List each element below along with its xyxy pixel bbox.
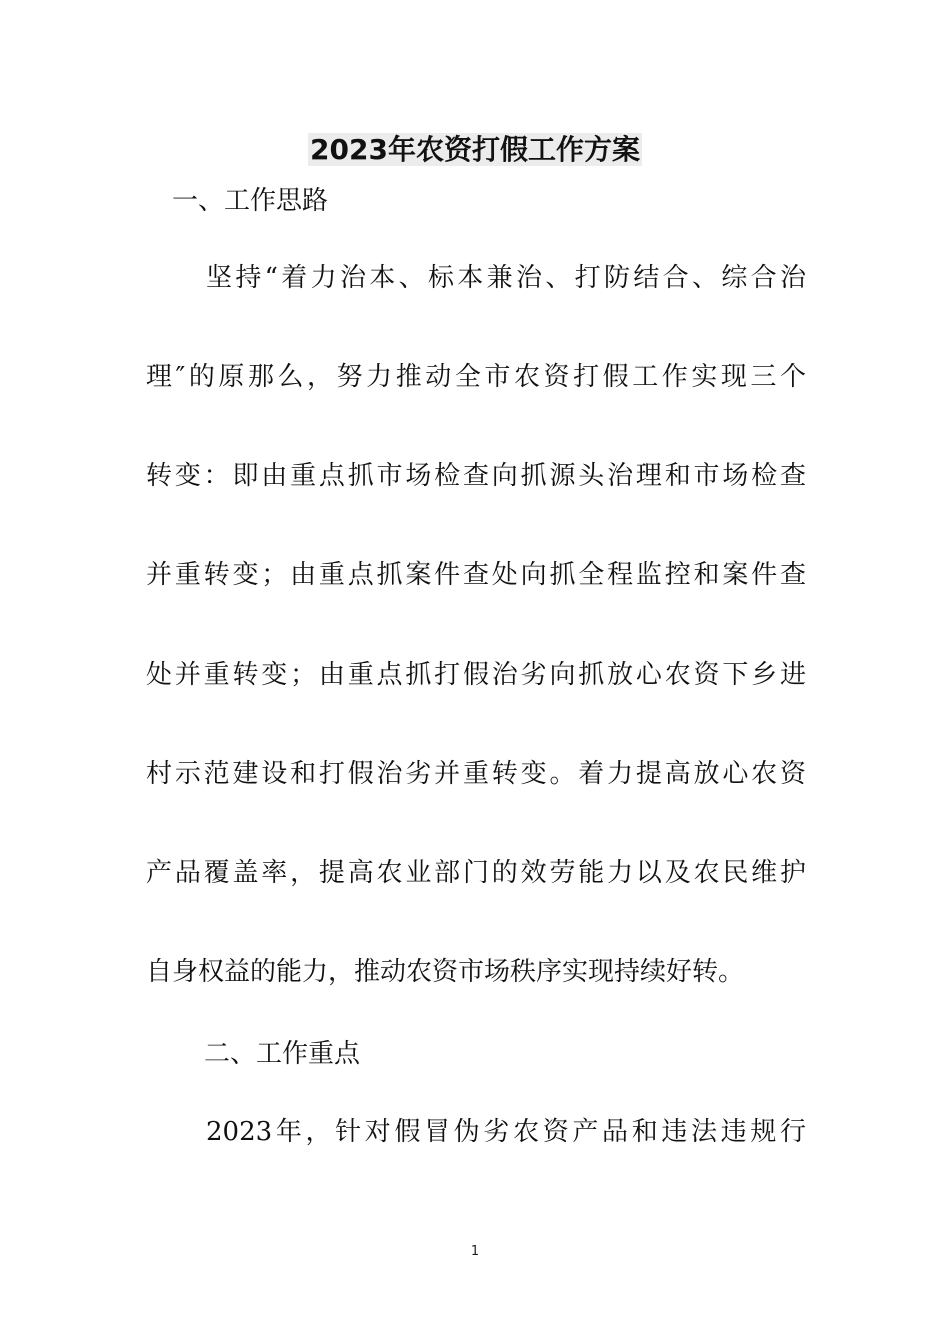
paragraph-line: 并重转变；由重点抓案件查处向抓全程监控和案件查 bbox=[146, 560, 806, 590]
paragraph-line: 自身权益的能力，推动农资市场秩序实现持续好转。 bbox=[146, 957, 745, 987]
document-title bbox=[0, 130, 950, 170]
page-number: 1 bbox=[470, 1244, 480, 1259]
paragraph-line: 转变：即由重点抓市场检查向抓源头治理和市场检查 bbox=[146, 461, 806, 491]
paragraph-line: 产品覆盖率，提高农业部门的效劳能力以及农民维护 bbox=[146, 858, 806, 888]
paragraph-line: 坚持“着力治本、标本兼治、打防结合、综合治 bbox=[206, 263, 806, 293]
document-title-text: 2023年农资打假工作方案 bbox=[310, 133, 640, 166]
paragraph-line: 2023年，针对假冒伪劣农资产品和违法违规行 bbox=[206, 1117, 806, 1147]
paragraph-line: 村示范建设和打假治劣并重转变。着力提高放心农资 bbox=[146, 759, 806, 789]
section-heading-2: 二、工作重点 bbox=[204, 1039, 361, 1069]
section-heading-1: 一、工作思路 bbox=[172, 186, 329, 216]
paragraph-line: 理″的原那么，努力推动全市农资打假工作实现三个 bbox=[146, 362, 806, 392]
paragraph-line: 处并重转变；由重点抓打假治劣向抓放心农资下乡进 bbox=[146, 660, 806, 690]
